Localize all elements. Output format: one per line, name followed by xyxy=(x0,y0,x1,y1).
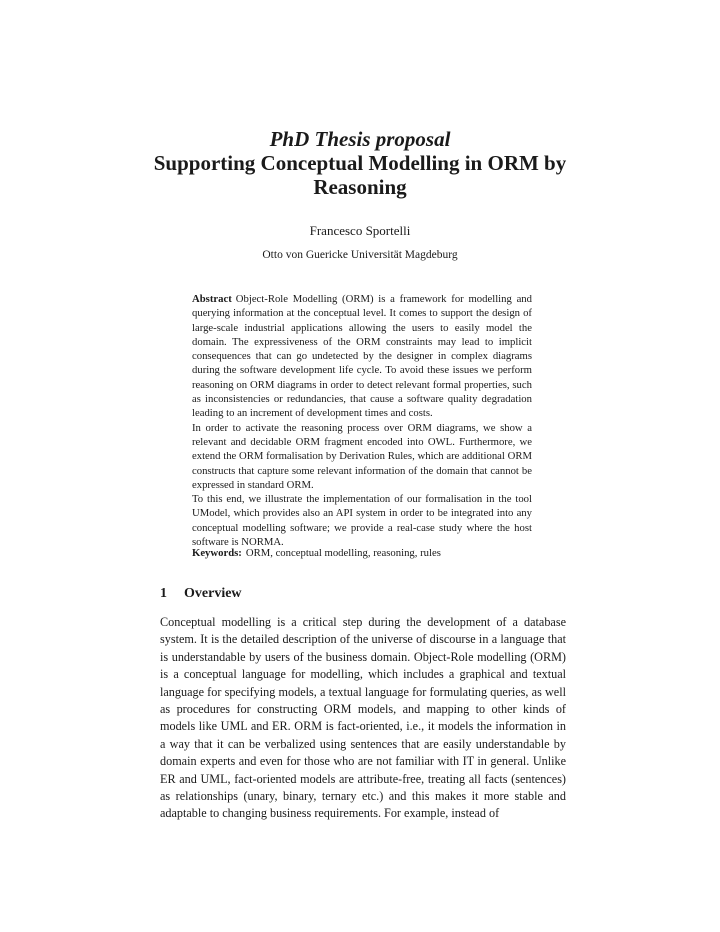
keywords-label: Keywords: xyxy=(192,547,242,559)
section-title: Overview xyxy=(184,586,242,601)
abstract-paragraph: In order to activate the reasoning process over ORM diagrams, we show a relevant and decidable ORM fragment encoded into OWL. Furthermore, we extend the ORM formalisation by Derivation Rules, which are additional ORM constructs that capture some relevant information of the domain that cannot be expressed in standard ORM. xyxy=(192,421,532,491)
author: Francesco Sportelli xyxy=(309,223,411,238)
section-number: 1 xyxy=(160,586,167,601)
abstract-text: Object-Role Modelling (ORM) is a framework for modelling and querying information at the conceptual level. It comes to support the design of large-scale industrial applications allowing the users to easily model the domain. The expressiveness of the ORM constraints may lead to implicit consequences that can go undetected by the designer in complex diagrams during the software development life cycle. To avoid these issues we perform reasoning on ORM diagrams in order to detect relevant formal properties, such as inconsistencies or redundancies, that cause a software quality degradation leading to an increment of development times and costs. xyxy=(192,293,532,420)
keywords xyxy=(192,547,532,559)
proposal-label: PhD Thesis proposal xyxy=(269,127,451,151)
affiliation: Otto von Guericke Universität Magdeburg xyxy=(262,249,458,261)
paper-title: Supporting Conceptual Modelling in ORM by Reasoning xyxy=(153,151,567,199)
body-paragraph: Conceptual modelling is a critical step during the development of a database system. It is the detailed description of the universe of discourse in a language that is understandable by users of the business domain. Object-Role modelling (ORM) is a conceptual language for modelling, which includes a graphical and textual language for specifying models, a textual language for formulating queries, as well as procedures for constructing ORM models, and mapping to other kinds of models like UML and ER. ORM is fact-oriented, i.e., it models the information in a way that it can be verbalized using sentences that are easily understandable by domain experts and even for those who are not familiar with IT in general. Unlike ER and UML, fact-oriented models are attribute-free, treating all facts (sentences) as relationships (unary, binary, ternary etc.) and this makes it more stable and adaptable to changing business requirements. For example, instead of xyxy=(160,615,566,821)
abstract-paragraph xyxy=(192,292,532,421)
keywords-text: ORM, conceptual modelling, reasoning, rules xyxy=(245,547,441,559)
abstract xyxy=(192,292,532,549)
section-heading xyxy=(160,586,242,602)
abstract-label: Abstract xyxy=(192,293,232,305)
section-body xyxy=(160,614,566,823)
abstract-paragraph: To this end, we illustrate the implementation of our formalisation in the tool UModel, which provides also an API system in order to be integrated into any conceptual modelling software; we provide a real-case study where the host software is NORMA. xyxy=(192,493,532,549)
